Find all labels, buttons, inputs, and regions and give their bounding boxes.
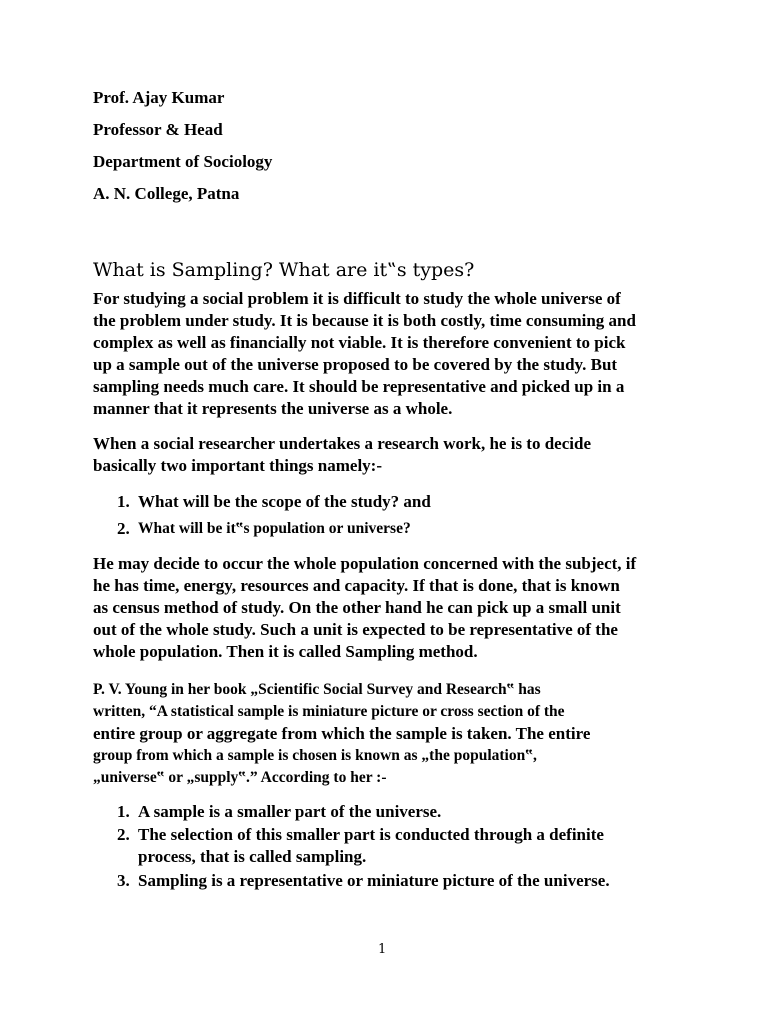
list-item-number: 3.	[117, 871, 130, 890]
paragraph-line: sampling needs much care. It should be representative and picked up in a	[93, 377, 625, 396]
paragraph-line: the problem under study. It is because it is both costly, time consuming and	[93, 311, 636, 330]
author-college: A. N. College, Patna	[93, 184, 240, 203]
paragraph-line: When a social researcher undertakes a research work, he is to decide	[93, 434, 591, 453]
list-item-text: Sampling is a representative or miniature picture of the universe.	[138, 871, 610, 890]
paragraph-line: out of the whole study. Such a unit is expected to be representative of the	[93, 620, 618, 639]
page-heading: What is Sampling? What are it‟s types?	[93, 259, 475, 281]
paragraph-line: he has time, energy, resources and capacity. If that is done, that is known	[93, 576, 620, 595]
paragraph-line: He may decide to occur the whole population concerned with the subject, if	[93, 554, 637, 573]
list-item-number: 2.	[117, 825, 130, 844]
paragraph-line: complex as well as financially not viable. It is therefore convenient to pick	[93, 333, 626, 352]
list-item-number: 1.	[117, 492, 130, 511]
paragraph-line: as census method of study. On the other hand he can pick up a small unit	[93, 598, 621, 617]
list-item-text: What will be the scope of the study? and	[138, 492, 431, 511]
paragraph-line: P. V. Young in her book „Scientific Social Survey and Research‟ has	[93, 681, 541, 698]
page-number: 1	[378, 942, 387, 957]
paragraph-line: manner that it represents the universe as a whole.	[93, 399, 453, 418]
author-department: Department of Sociology	[93, 152, 273, 171]
list-item-number: 2.	[117, 519, 130, 538]
paragraph-line: whole population. Then it is called Sampling method.	[93, 642, 478, 661]
paragraph-line: group from which a sample is chosen is known as „the population‟,	[93, 747, 537, 764]
paragraph-line: „universe‟ or „supply‟.” According to her :-	[93, 769, 387, 786]
paragraph-line: basically two important things namely:-	[93, 456, 382, 475]
list-item-text: process, that is called sampling.	[138, 847, 367, 866]
list-item-text: What will be it‟s population or universe?	[138, 520, 411, 537]
list-item-number: 1.	[117, 802, 130, 821]
list-item-text: A sample is a smaller part of the universe.	[138, 802, 442, 821]
paragraph-line: up a sample out of the universe proposed to be covered by the study. But	[93, 355, 618, 374]
author-title: Professor & Head	[93, 120, 223, 139]
paragraph-line: written, “A statistical sample is miniature picture or cross section of the	[93, 703, 565, 720]
paragraph-line: For studying a social problem it is difficult to study the whole universe of	[93, 289, 621, 308]
author-name: Prof. Ajay Kumar	[93, 88, 225, 107]
paragraph-line: entire group or aggregate from which the sample is taken. The entire	[93, 724, 591, 743]
list-item-text: The selection of this smaller part is conducted through a definite	[138, 825, 604, 844]
